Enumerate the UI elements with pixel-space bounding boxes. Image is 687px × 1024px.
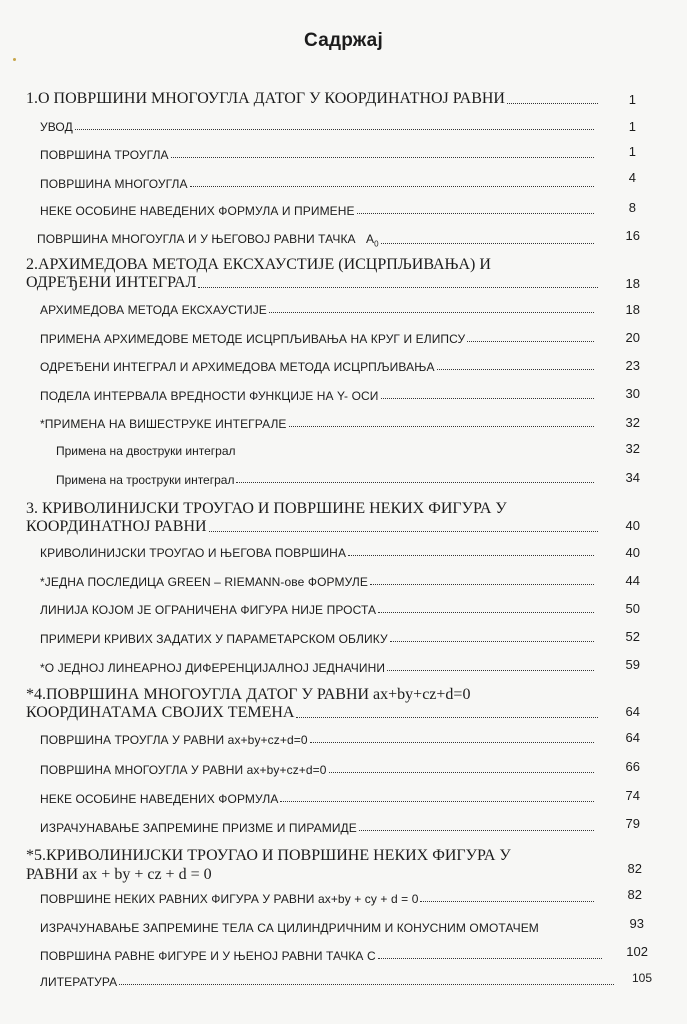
chapter-5-page: 82 bbox=[627, 861, 642, 876]
section-page: 66 bbox=[625, 759, 640, 774]
leader-dots bbox=[420, 901, 594, 902]
section-title: ЛИТЕРАТУРА bbox=[40, 975, 118, 989]
section-page: 50 bbox=[625, 601, 640, 616]
section-entry bbox=[40, 546, 598, 560]
section-entry bbox=[40, 603, 598, 617]
section-title: ИЗРАЧУНАВАЊЕ ЗАПРЕМИНЕ ПРИЗМЕ И ПИРАМИДЕ bbox=[40, 821, 357, 835]
section-title: НЕКЕ ОСОБИНЕ НАВЕДЕНИХ ФОРМУЛА bbox=[40, 792, 279, 806]
leader-dots bbox=[280, 801, 594, 802]
section-entry bbox=[40, 332, 598, 346]
leader-dots bbox=[467, 341, 594, 342]
section-title: ПОВРШИНА МНОГОУГЛА И У ЊЕГОВОЈ РАВНИ ТАЧКА $A_0$ bbox=[37, 232, 379, 249]
leader-dots bbox=[269, 312, 594, 313]
chapter-2-page: 18 bbox=[625, 276, 640, 291]
chapter-3-title-line2: КООРДИНАТНОЈ РАВНИ bbox=[26, 518, 207, 535]
section-entry bbox=[40, 120, 598, 134]
paper-speck bbox=[13, 58, 16, 61]
leader-dots bbox=[236, 482, 594, 483]
section-page: 4 bbox=[628, 170, 636, 185]
section-title: АРХИМЕДОВА МЕТОДА ЕКСХАУСТИЈЕ bbox=[40, 303, 267, 317]
section-title: *ПРИМЕНА НА ВИШЕСТРУКЕ ИНТЕГРАЛЕ bbox=[40, 417, 287, 431]
leader-dots bbox=[370, 584, 594, 585]
chapter-3-title-line1: 3. КРИВОЛИНИЈСКИ ТРОУГАО И ПОВРШИНЕ НЕКИХ ФИГУРА У bbox=[26, 500, 507, 517]
leader-dots bbox=[198, 287, 598, 288]
section-page: 102 bbox=[626, 944, 648, 959]
section-title: ПОВРШИНА МНОГОУГЛА У РАВНИ ax+by+cz+d=0 bbox=[40, 763, 327, 777]
leader-dots bbox=[296, 717, 598, 718]
chapter-2-title-line1: 2.АРХИМЕДОВА МЕТОДА ЕКСХАУСТИЈЕ (ИСЦРПЉИВАЊА) И bbox=[26, 256, 491, 273]
chapter-3-page: 40 bbox=[625, 518, 640, 533]
section-entry bbox=[40, 417, 598, 431]
section-entry bbox=[40, 661, 598, 675]
chapter-2-entry bbox=[26, 274, 602, 292]
section-entry bbox=[40, 921, 614, 935]
leader-dots bbox=[209, 531, 598, 532]
chapter-1-entry bbox=[26, 90, 602, 108]
chapter-4-entry bbox=[26, 704, 602, 722]
point-a0: $A_0$ bbox=[365, 232, 379, 249]
section-entry bbox=[40, 821, 598, 835]
leader-dots bbox=[381, 243, 594, 244]
section-entry bbox=[40, 975, 618, 989]
section-page: 18 bbox=[625, 302, 640, 317]
section-page: 1 bbox=[628, 119, 636, 134]
section-page: 16 bbox=[625, 228, 640, 243]
section-page: 82 bbox=[627, 887, 642, 902]
leader-dots bbox=[437, 369, 594, 370]
section-title: *ЈЕДНА ПОСЛЕДИЦА GREEN – RIEMANN-ове ФОРМУЛЕ bbox=[40, 575, 368, 589]
section-page: 74 bbox=[625, 788, 640, 803]
chapter-3-entry bbox=[26, 518, 602, 536]
section-title: ОДРЕЂЕНИ ИНТЕГРАЛ И АРХИМЕДОВА МЕТОДА ИСЦРПЉИВАЊА bbox=[40, 360, 435, 374]
leader-dots bbox=[390, 641, 594, 642]
section-entry bbox=[40, 792, 598, 806]
chapter-5-title-line2: РАВНИ ax + by + cz + d = 0 bbox=[26, 866, 212, 883]
leader-dots bbox=[171, 157, 594, 158]
leader-dots bbox=[381, 398, 594, 399]
section-entry bbox=[40, 389, 598, 403]
leader-dots bbox=[378, 612, 594, 613]
leader-dots bbox=[190, 186, 594, 187]
section-title: ПОВРШИНА ТРОУГЛА У РАВНИ ax+by+cz+d=0 bbox=[40, 733, 308, 747]
section-page: 40 bbox=[625, 545, 640, 560]
chapter-1-title: 1.О ПОВРШИНИ МНОГОУГЛА ДАТОГ У КООРДИНАТНОЈ РАВНИ bbox=[26, 90, 505, 107]
leader-dots bbox=[387, 670, 594, 671]
leader-dots bbox=[378, 958, 602, 959]
section-page: 34 bbox=[625, 470, 640, 485]
leader-dots bbox=[329, 772, 594, 773]
leader-dots bbox=[119, 984, 614, 985]
section-title: *О ЈЕДНОЈ ЛИНЕАРНОЈ ДИФЕРЕНЦИЈАЛНОЈ ЈЕДНАЧИНИ bbox=[40, 661, 386, 675]
subsection-entry bbox=[56, 444, 598, 458]
section-entry bbox=[40, 892, 598, 906]
section-page: 44 bbox=[625, 573, 640, 588]
section-entry bbox=[40, 303, 598, 317]
section-entry bbox=[40, 177, 598, 191]
subsection-title: Примена на троструки интеграл bbox=[56, 473, 235, 487]
section-page: 30 bbox=[625, 386, 640, 401]
section-entry bbox=[40, 632, 598, 646]
section-entry bbox=[40, 949, 606, 963]
subsection-entry bbox=[56, 473, 598, 487]
section-entry bbox=[40, 148, 598, 162]
section-page: 8 bbox=[628, 200, 636, 215]
leader-dots bbox=[359, 830, 594, 831]
chapter-4-title-line2: КООРДИНАТАМА СВОЈИХ ТЕМЕНА bbox=[26, 704, 295, 721]
chapter-2-title-line2: ОДРЕЂЕНИ ИНТЕГРАЛ bbox=[26, 274, 197, 291]
section-title: ЛИНИЈА КОЈОМ ЈЕ ОГРАНИЧЕНА ФИГУРА НИЈЕ ПРОСТА bbox=[40, 603, 377, 617]
leader-dots bbox=[357, 213, 594, 214]
chapter-1-page: 1 bbox=[628, 92, 636, 107]
section-entry bbox=[40, 575, 598, 589]
section-page: 59 bbox=[625, 657, 640, 672]
section-page: 1 bbox=[628, 144, 636, 159]
section-page: 93 bbox=[629, 916, 644, 931]
section-page: 52 bbox=[625, 629, 640, 644]
page-title: Садржај bbox=[304, 30, 383, 51]
section-title: УВОД bbox=[40, 120, 73, 134]
leader-dots bbox=[75, 129, 594, 130]
section-title: ИЗРАЧУНАВАЊЕ ЗАПРЕМИНЕ ТЕЛА СА ЦИЛИНДРИЧНИМ И КОНУСНИМ ОМОТАЧЕМ bbox=[40, 921, 539, 935]
leader-dots bbox=[507, 103, 598, 104]
section-entry bbox=[40, 204, 598, 218]
leader-dots bbox=[310, 742, 594, 743]
section-page: 32 bbox=[625, 415, 640, 430]
chapter-4-title-line1: *4.ПОВРШИНА МНОГОУГЛА ДАТОГ У РАВНИ ax+by+cz+d=0 bbox=[26, 686, 471, 703]
subsection-title: Примена на двоструки интеграл bbox=[56, 444, 236, 458]
section-title: ПОВРШИНА РАВНЕ ФИГУРЕ И У ЊЕНОЈ РАВНИ ТАЧКА С bbox=[40, 949, 376, 963]
chapter-5-title-line1: *5.КРИВОЛИНИЈСКИ ТРОУГАО И ПОВРШИНЕ НЕКИХ ФИГУРА У bbox=[26, 847, 511, 864]
section-entry bbox=[40, 360, 598, 374]
section-title: КРИВОЛИНИЈСКИ ТРОУГАО И ЊЕГОВА ПОВРШИНА bbox=[40, 546, 347, 560]
section-page: 79 bbox=[625, 816, 640, 831]
chapter-4-page: 64 bbox=[625, 704, 640, 719]
chapter-5-entry bbox=[26, 866, 602, 884]
section-title: ПРИМЕНА АРХИМЕДОВЕ МЕТОДЕ ИСЦРПЉИВАЊА НА КРУГ И ЕЛИПСУ bbox=[40, 332, 466, 346]
leader-dots bbox=[289, 426, 594, 427]
section-title: ПОВРШИНЕ НЕКИХ РАВНИХ ФИГУРА У РАВНИ ax+by + cy + d = 0 bbox=[40, 892, 419, 906]
section-page: 32 bbox=[625, 441, 640, 456]
leader-dots bbox=[348, 555, 594, 556]
section-entry bbox=[40, 763, 598, 777]
section-page: 23 bbox=[625, 358, 640, 373]
section-page: 20 bbox=[625, 330, 640, 345]
section-page: 64 bbox=[625, 730, 640, 745]
section-title: ПОВРШИНА МНОГОУГЛА bbox=[40, 177, 188, 191]
section-entry bbox=[37, 232, 598, 248]
section-title: НЕКЕ ОСОБИНЕ НАВЕДЕНИХ ФОРМУЛА И ПРИМЕНЕ bbox=[40, 204, 355, 218]
section-title: ПОВРШИНА ТРОУГЛА bbox=[40, 148, 169, 162]
section-page: 105 bbox=[631, 971, 652, 985]
section-entry bbox=[40, 733, 598, 747]
section-title: ПРИМЕРИ КРИВИХ ЗАДАТИХ У ПАРАМЕТАРСКОМ ОБЛИКУ bbox=[40, 632, 388, 646]
section-title: ПОДЕЛА ИНТЕРВАЛА ВРЕДНОСТИ ФУНКЦИЈЕ НА Y- ОСИ bbox=[40, 389, 379, 403]
